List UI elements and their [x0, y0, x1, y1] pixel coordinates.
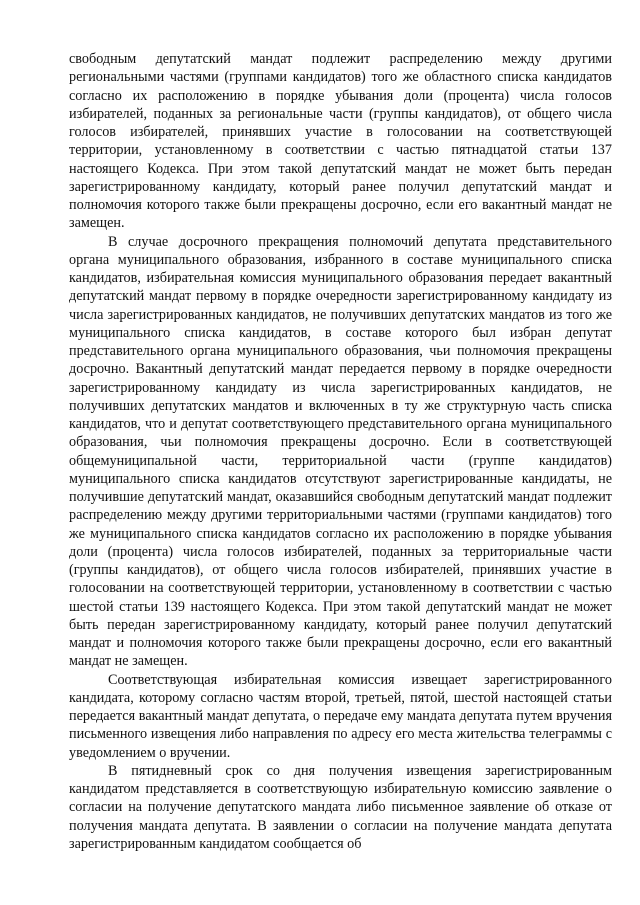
- paragraph-2: В случае досрочного прекращения полномочий депутата представительного органа муниципального образования, избранного в составе муниципального списка кандидатов, избирательная комиссия муниципального образования передает вакантный депутатский мандат первому в порядке очередности зарегистрированному кандидату из числа зарегистрированных кандидатов, не получивших депутатских мандатов из того же муниципального списка кандидатов, в составе которого был избран депутат представительного органа муниципального образования, чьи полномочия прекращены досрочно. Вакантный депутатский мандат передается первому в порядке очередности зарегистрированному кандидату из числа зарегистрированных кандидатов, не получивших депутатских мандатов и включенных в ту же структурную часть списка кандидатов, что и депутат соответствующего представительного органа муниципального образования, чьи полномочия прекращены досрочно. Если в соответствующей общемуниципальной части, территориальной части (группе кандидатов) муниципального списка кандидатов отсутствуют зарегистрированные кандидаты, не получившие депутатский мандат, оказавшийся свободным депутатский мандат подлежит распределению между другими территориальными частями (группами кандидатов) того же муниципального списка кандидатов согласно их расположению в порядке убывания доли (процента) числа голосов избирателей, поданных за территориальные части (группы кандидатов), от общего числа голосов избирателей, принявших участие в голосовании на соответствующей территории, установленному в соответствии с частью шестой статьи 139 настоящего Кодекса. При этом такой депутатский мандат не может быть передан зарегистрированному кандидату, который ранее получил депутатский мандат и полномочия которого также были прекращены досрочно, если его вакантный мандат не замещен.: [69, 233, 612, 670]
- document-page: [69, 50, 612, 853]
- paragraph-4: В пятидневный срок со дня получения извещения зарегистрированным кандидатом представляется в соответствующую избирательную комиссию заявление о согласии на получение депутатского мандата либо письменное заявление об отказе от получения мандата депутата. В заявлении о согласии на получение мандата депутата зарегистрированным кандидатом сообщается об: [69, 762, 612, 852]
- paragraph-3: Соответствующая избирательная комиссия извещает зарегистрированного кандидата, которому согласно частям второй, третьей, пятой, шестой настоящей статьи передается вакантный мандат депутата, о передаче ему мандата депутата путем вручения письменного извещения либо направления по адресу его места жительства телеграммы с уведомлением о вручении.: [69, 671, 612, 761]
- paragraph-1: свободным депутатский мандат подлежит распределению между другими региональными частями (группами кандидатов) того же областного списка кандидатов согласно их расположению в порядке убывания доли (процента) числа голосов избирателей, поданных за региональные части (группы кандидатов), от общего числа голосов избирателей, принявших участие в голосовании на соответствующей территории, установленному в соответствии с частью пятнадцатой статьи 137 настоящего Кодекса. При этом такой депутатский мандат не может быть передан зарегистрированному кандидату, который ранее получил депутатский мандат и полномочия которого также были прекращены досрочно, если его вакантный мандат не замещен.: [69, 51, 612, 232]
